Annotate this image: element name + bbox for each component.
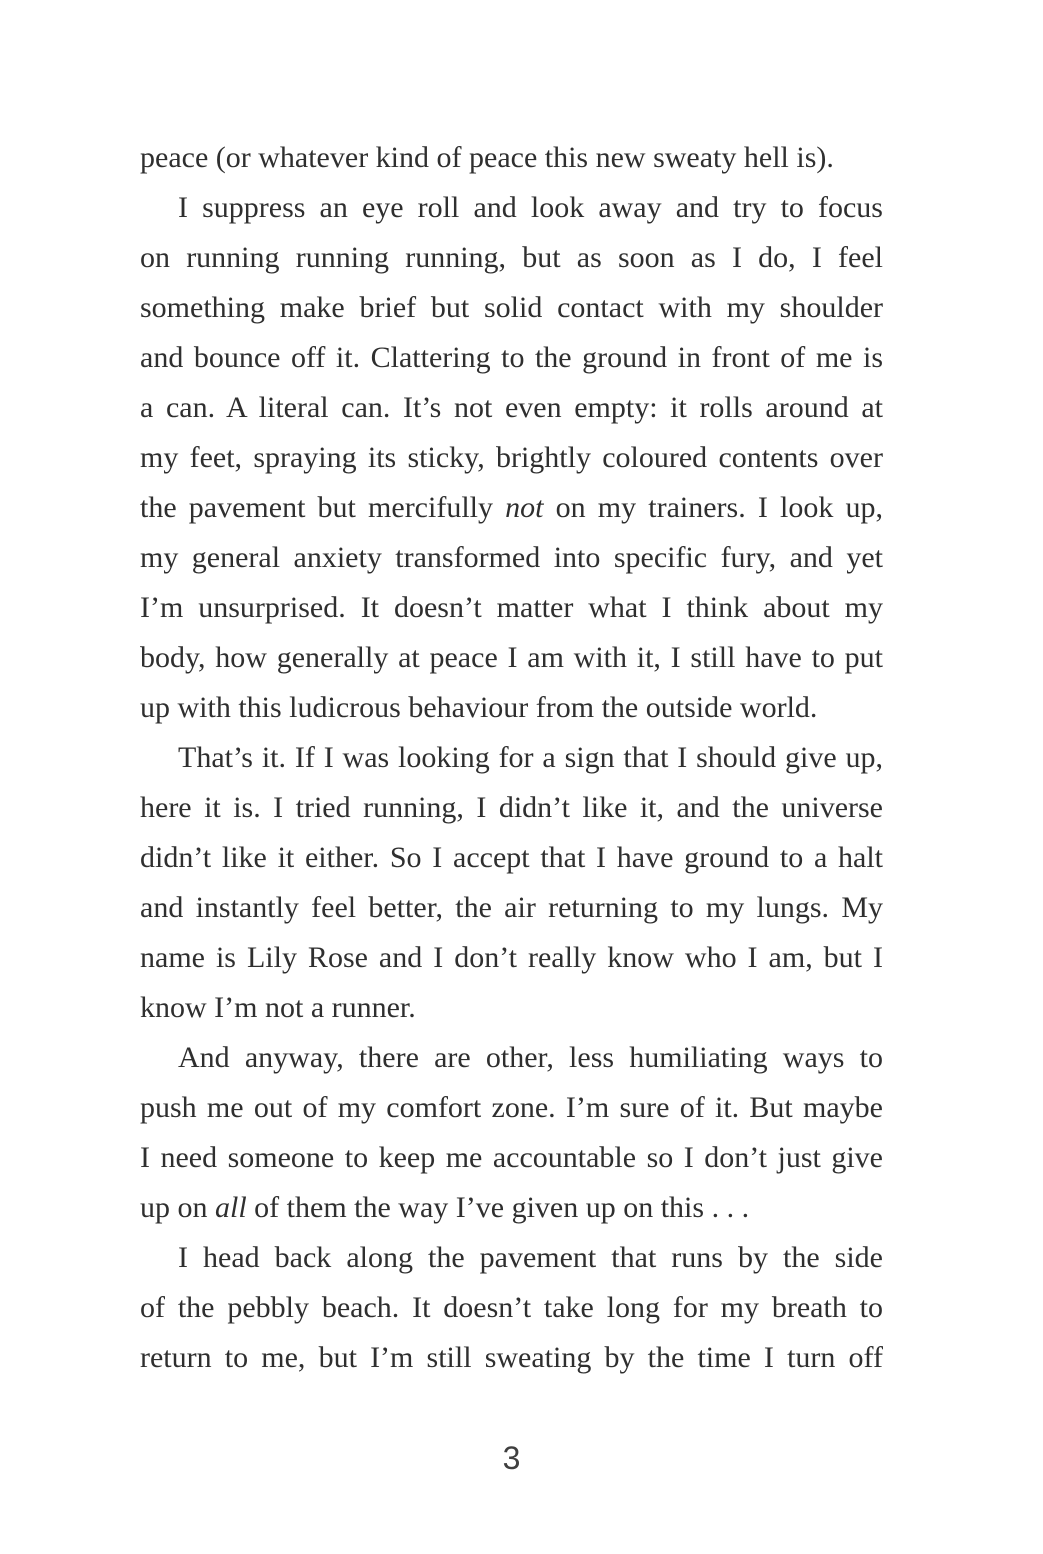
text-line xyxy=(140,483,883,533)
text-segment: my general anxiety transformed into specific fury, and yet xyxy=(140,541,883,574)
text-segment: here it is. I tried running, I didn’t like it, and the universe xyxy=(140,791,883,824)
text-segment: return to me, but I’m still sweating by the time I turn off xyxy=(140,1341,883,1374)
text-line xyxy=(140,983,883,1033)
text-line xyxy=(140,283,883,333)
text-line xyxy=(140,1083,883,1133)
text-line xyxy=(140,633,883,683)
italic-text: not xyxy=(505,491,544,524)
text-segment: the pavement but mercifully xyxy=(140,491,506,524)
text-line xyxy=(140,533,883,583)
text-line xyxy=(140,583,883,633)
text-segment: push me out of my comfort zone. I’m sure of it. But maybe xyxy=(140,1091,883,1124)
italic-text: all xyxy=(215,1191,247,1224)
text-line xyxy=(140,1183,883,1233)
text-segment: body, how generally at peace I am with it, I still have to put xyxy=(140,641,883,674)
page-text xyxy=(140,133,883,1383)
text-segment: my feet, spraying its sticky, brightly coloured contents over xyxy=(140,441,883,474)
text-line xyxy=(140,333,883,383)
text-line xyxy=(140,383,883,433)
text-line xyxy=(140,1333,883,1383)
text-segment: didn’t like it either. So I accept that I have ground to a halt xyxy=(140,841,883,874)
text-segment: I head back along the pavement that runs by the side xyxy=(178,1241,883,1274)
text-segment: on my trainers. I look up, xyxy=(543,491,883,524)
text-line xyxy=(140,1233,883,1283)
text-segment: And anyway, there are other, less humiliating ways to xyxy=(178,1041,883,1074)
text-segment: of the pebbly beach. It doesn’t take long for my breath to xyxy=(140,1291,883,1324)
text-line xyxy=(140,833,883,883)
text-line xyxy=(140,733,883,783)
text-line xyxy=(140,1133,883,1183)
text-segment: and instantly feel better, the air returning to my lungs. My xyxy=(140,891,883,924)
text-segment: up with this ludicrous behaviour from the outside world. xyxy=(140,691,818,724)
text-line xyxy=(140,133,883,183)
text-segment: a can. A literal can. It’s not even empty: it rolls around at xyxy=(140,391,883,424)
text-segment: name is Lily Rose and I don’t really know who I am, but I xyxy=(140,941,883,974)
text-segment: I suppress an eye roll and look away and try to focus xyxy=(178,191,883,224)
text-segment: That’s it. If I was looking for a sign that I should give up, xyxy=(178,741,883,774)
text-segment: up on xyxy=(140,1191,215,1224)
text-segment: peace (or whatever kind of peace this new sweaty hell is). xyxy=(140,141,834,174)
text-line xyxy=(140,883,883,933)
text-segment: of them the way I’ve given up on this . . . xyxy=(246,1191,750,1224)
text-segment: know I’m not a runner. xyxy=(140,991,416,1024)
text-line xyxy=(140,1033,883,1083)
page-number: 3 xyxy=(502,1440,521,1476)
text-line xyxy=(140,683,883,733)
text-line xyxy=(140,783,883,833)
text-line xyxy=(140,1283,883,1333)
text-line xyxy=(140,233,883,283)
text-segment: on running running running, but as soon as I do, I feel xyxy=(140,241,883,274)
text-line xyxy=(140,183,883,233)
text-segment: I need someone to keep me accountable so I don’t just give xyxy=(140,1141,883,1174)
text-segment: and bounce off it. Clattering to the ground in front of me is xyxy=(140,341,883,374)
text-segment: something make brief but solid contact with my shoulder xyxy=(140,291,883,324)
text-line xyxy=(140,433,883,483)
text-segment: I’m unsurprised. It doesn’t matter what I think about my xyxy=(140,591,883,624)
text-line xyxy=(140,933,883,983)
